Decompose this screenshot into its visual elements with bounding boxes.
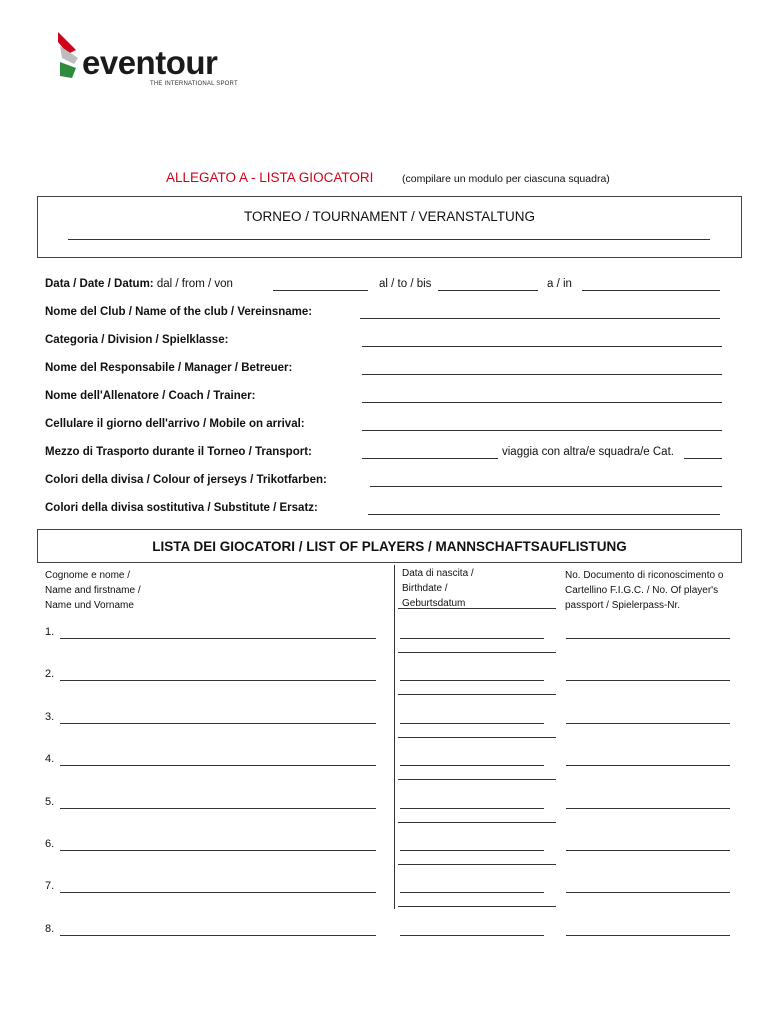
jersey-field[interactable]	[370, 486, 722, 487]
player-document-field[interactable]	[566, 935, 730, 936]
birthdate-row-separator	[398, 737, 556, 738]
date-row	[45, 278, 233, 290]
player-document-field[interactable]	[566, 765, 730, 766]
title-note: (compilare un modulo per ciascuna squadra)	[402, 173, 610, 185]
birthdate-row-separator	[398, 694, 556, 695]
player-birthdate-field[interactable]	[400, 892, 544, 893]
player-document-field[interactable]	[566, 808, 730, 809]
player-birthdate-field[interactable]	[400, 765, 544, 766]
player-name-field[interactable]	[60, 892, 376, 893]
birthdate-header-underline	[398, 608, 556, 609]
birthdate-row-separator	[398, 779, 556, 780]
club-field[interactable]	[360, 318, 720, 319]
player-row-number: 3.	[45, 711, 55, 723]
date-in-field[interactable]	[582, 290, 720, 291]
players-heading: LISTA DEI GIOCATORI / LIST OF PLAYERS / MANNSCHAFTSAUFLISTUNG	[152, 539, 627, 554]
tournament-name-field[interactable]	[68, 239, 710, 240]
logo-tagline: THE INTERNATIONAL SPORT	[150, 81, 238, 87]
player-document-field[interactable]	[566, 680, 730, 681]
player-document-field[interactable]	[566, 850, 730, 851]
mobile-field[interactable]	[362, 430, 722, 431]
tournament-heading: TORNEO / TOURNAMENT / VERANSTALTUNG	[243, 209, 536, 224]
jersey-label: Colori della divisa / Colour of jerseys / Trikotfarben:	[45, 474, 327, 486]
players-box	[37, 529, 742, 563]
player-name-field[interactable]	[60, 808, 376, 809]
player-birthdate-field[interactable]	[400, 638, 544, 639]
player-document-field[interactable]	[566, 638, 730, 639]
date-from-label: dal / from / von	[156, 278, 233, 290]
page-title: ALLEGATO A - LISTA GIOCATORI	[166, 170, 374, 185]
player-document-field[interactable]	[566, 723, 730, 724]
player-row-number: 2.	[45, 668, 55, 680]
player-row-number: 7.	[45, 880, 55, 892]
player-name-field[interactable]	[60, 850, 376, 851]
player-name-field[interactable]	[60, 638, 376, 639]
player-row-number: 1.	[45, 626, 55, 638]
player-row-number: 6.	[45, 838, 55, 850]
col-birthdate-header: Data di nascita / Birthdate / Geburtsdatum	[402, 568, 474, 609]
birthdate-row-separator	[398, 652, 556, 653]
transport-label: Mezzo di Trasporto durante il Torneo / Transport:	[45, 446, 312, 458]
date-from-field[interactable]	[273, 290, 368, 291]
player-birthdate-field[interactable]	[400, 723, 544, 724]
birthdate-row-separator	[398, 864, 556, 865]
player-name-field[interactable]	[60, 935, 376, 936]
birthdate-row-separator	[398, 906, 556, 907]
manager-label: Nome del Responsabile / Manager / Betreuer:	[45, 362, 293, 374]
player-birthdate-field[interactable]	[400, 808, 544, 809]
player-row-number: 8.	[45, 923, 55, 935]
player-birthdate-field[interactable]	[400, 680, 544, 681]
logo-wordmark: eventour	[82, 44, 218, 81]
transport-field[interactable]	[362, 458, 498, 459]
player-name-field[interactable]	[60, 680, 376, 681]
col-document-header: No. Documento di riconoscimento o Cartellino F.I.G.C. / No. Of player's passport / Spielerpass-Nr.	[565, 570, 724, 611]
date-in-label: a / in	[547, 278, 572, 290]
player-birthdate-field[interactable]	[400, 850, 544, 851]
category-field[interactable]	[362, 346, 722, 347]
transport-category-field[interactable]	[684, 458, 722, 459]
date-label: Data / Date / Datum:	[45, 278, 154, 290]
coach-label: Nome dell'Allenatore / Coach / Trainer:	[45, 390, 256, 402]
date-to-field[interactable]	[438, 290, 538, 291]
mobile-label: Cellulare il giorno dell'arrivo / Mobile on arrival:	[45, 418, 305, 430]
player-birthdate-field[interactable]	[400, 935, 544, 936]
birthdate-column-left-border	[394, 565, 395, 909]
club-label: Nome del Club / Name of the club / Vereinsname:	[45, 306, 313, 318]
player-name-field[interactable]	[60, 765, 376, 766]
player-document-field[interactable]	[566, 892, 730, 893]
substitute-label: Colori della divisa sostitutiva / Substitute / Ersatz:	[45, 502, 318, 514]
date-to-label: al / to / bis	[379, 278, 432, 290]
manager-field[interactable]	[362, 374, 722, 375]
player-row-number: 4.	[45, 753, 55, 765]
category-label: Categoria / Division / Spielklasse:	[45, 334, 229, 346]
player-row-number: 5.	[45, 796, 55, 808]
substitute-field[interactable]	[368, 514, 720, 515]
birthdate-row-separator	[398, 822, 556, 823]
col-name-header: Cognome e nome / Name and firstname / Name und Vorname	[45, 570, 141, 611]
transport-note: viaggia con altra/e squadra/e Cat.	[502, 446, 674, 458]
coach-field[interactable]	[362, 402, 722, 403]
player-name-field[interactable]	[60, 723, 376, 724]
tournament-box	[37, 196, 742, 258]
